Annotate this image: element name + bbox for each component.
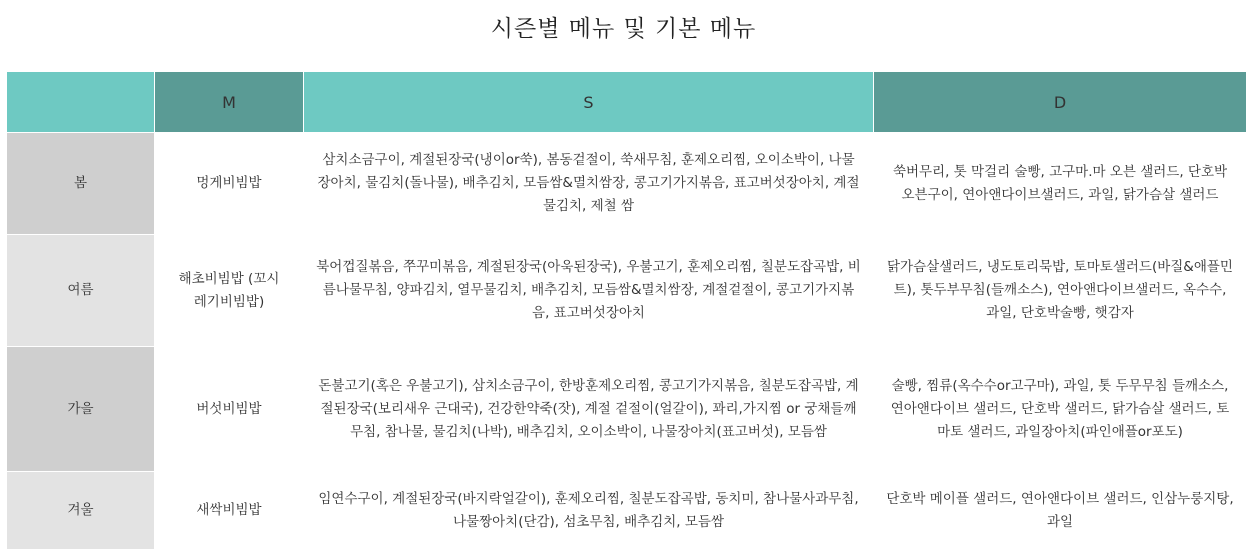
- menu-table: [6, 71, 1247, 550]
- d-menu-cell: 닭가슴살샐러드, 냉도토리묵밥, 토마토샐러드(바질&애플민트), 톳두부무침(들깨소스), 연아앤다이브샐러드, 옥수수, 과일, 단호박술빵, 햇감자: [874, 235, 1247, 347]
- table-row: [7, 472, 1247, 550]
- s-menu-cell: 북어껍질볶음, 쭈꾸미볶음, 계절된장국(아욱된장국), 우불고기, 훈제오리찜, 칠분도잡곡밥, 비름나물무침, 양파김치, 열무물김치, 배추김치, 모듬쌈&멸치쌈장, 계절겉절이, 콩고기가지볶음, 표고버섯장아치: [304, 235, 874, 347]
- s-menu-cell: 삼치소금구이, 계절된장국(냉이or쑥), 봄동겉절이, 쑥새무침, 훈제오리찜, 오이소박이, 나물장아치, 물김치(돌나물), 배추김치, 모듬쌈&멸치쌈장, 콩고기가지볶음, 표고버섯장아치, 계절 물김치, 제철 쌈: [304, 133, 874, 235]
- table-row: [7, 235, 1247, 347]
- m-menu-cell: 해초비빔밥 (꼬시레기비빔밥): [155, 235, 304, 347]
- s-menu-cell: 임연수구이, 계절된장국(바지락얼갈이), 훈제오리찜, 칠분도잡곡밥, 동치미, 참나물사과무침, 나물짱아치(단감), 섬초무침, 배추김치, 모듬쌈: [304, 472, 874, 550]
- header-s: S: [304, 72, 874, 133]
- season-label: 가을: [7, 347, 155, 472]
- table-row: [7, 347, 1247, 472]
- d-menu-cell: 술빵, 찜류(옥수수or고구마), 과일, 톳 두무무침 들깨소스, 연아앤다이브 샐러드, 단호박 샐러드, 닭가슴살 샐러드, 토마토 샐러드, 과일장아치(파인애플or포도): [874, 347, 1247, 472]
- header-row: [7, 72, 1247, 133]
- d-menu-cell: 단호박 메이플 샐러드, 연아앤다이브 샐러드, 인삼누룽지탕, 과일: [874, 472, 1247, 550]
- season-label: 겨울: [7, 472, 155, 550]
- header-m: M: [155, 72, 304, 133]
- m-menu-cell: 멍게비빔밥: [155, 133, 304, 235]
- page-title: 시즌별 메뉴 및 기본 메뉴: [490, 16, 757, 42]
- table-row: [7, 133, 1247, 235]
- header-d: D: [874, 72, 1247, 133]
- m-menu-cell: 버섯비빔밥: [155, 347, 304, 472]
- m-menu-cell: 새싹비빔밥: [155, 472, 304, 550]
- season-label: 봄: [7, 133, 155, 235]
- s-menu-cell: 돈불고기(혹은 우불고기), 삼치소금구이, 한방훈제오리찜, 콩고기가지볶음, 칠분도잡곡밥, 계절된장국(보리새우 근대국), 건강한약죽(잣), 계절 겉절이(얼갈이), 꽈리,가지찜 or 궁채들깨무침, 참나물, 물김치(나박), 배추김치, 오이소박이, 나물장아치(표고버섯), 모듬쌈: [304, 347, 874, 472]
- season-label: 여름: [7, 235, 155, 347]
- d-menu-cell: 쑥버무리, 톳 막걸리 술빵, 고구마.마 오븐 샐러드, 단호박 오븐구이, 연아앤다이브샐러드, 과일, 닭가슴살 샐러드: [874, 133, 1247, 235]
- header-corner: [7, 72, 155, 133]
